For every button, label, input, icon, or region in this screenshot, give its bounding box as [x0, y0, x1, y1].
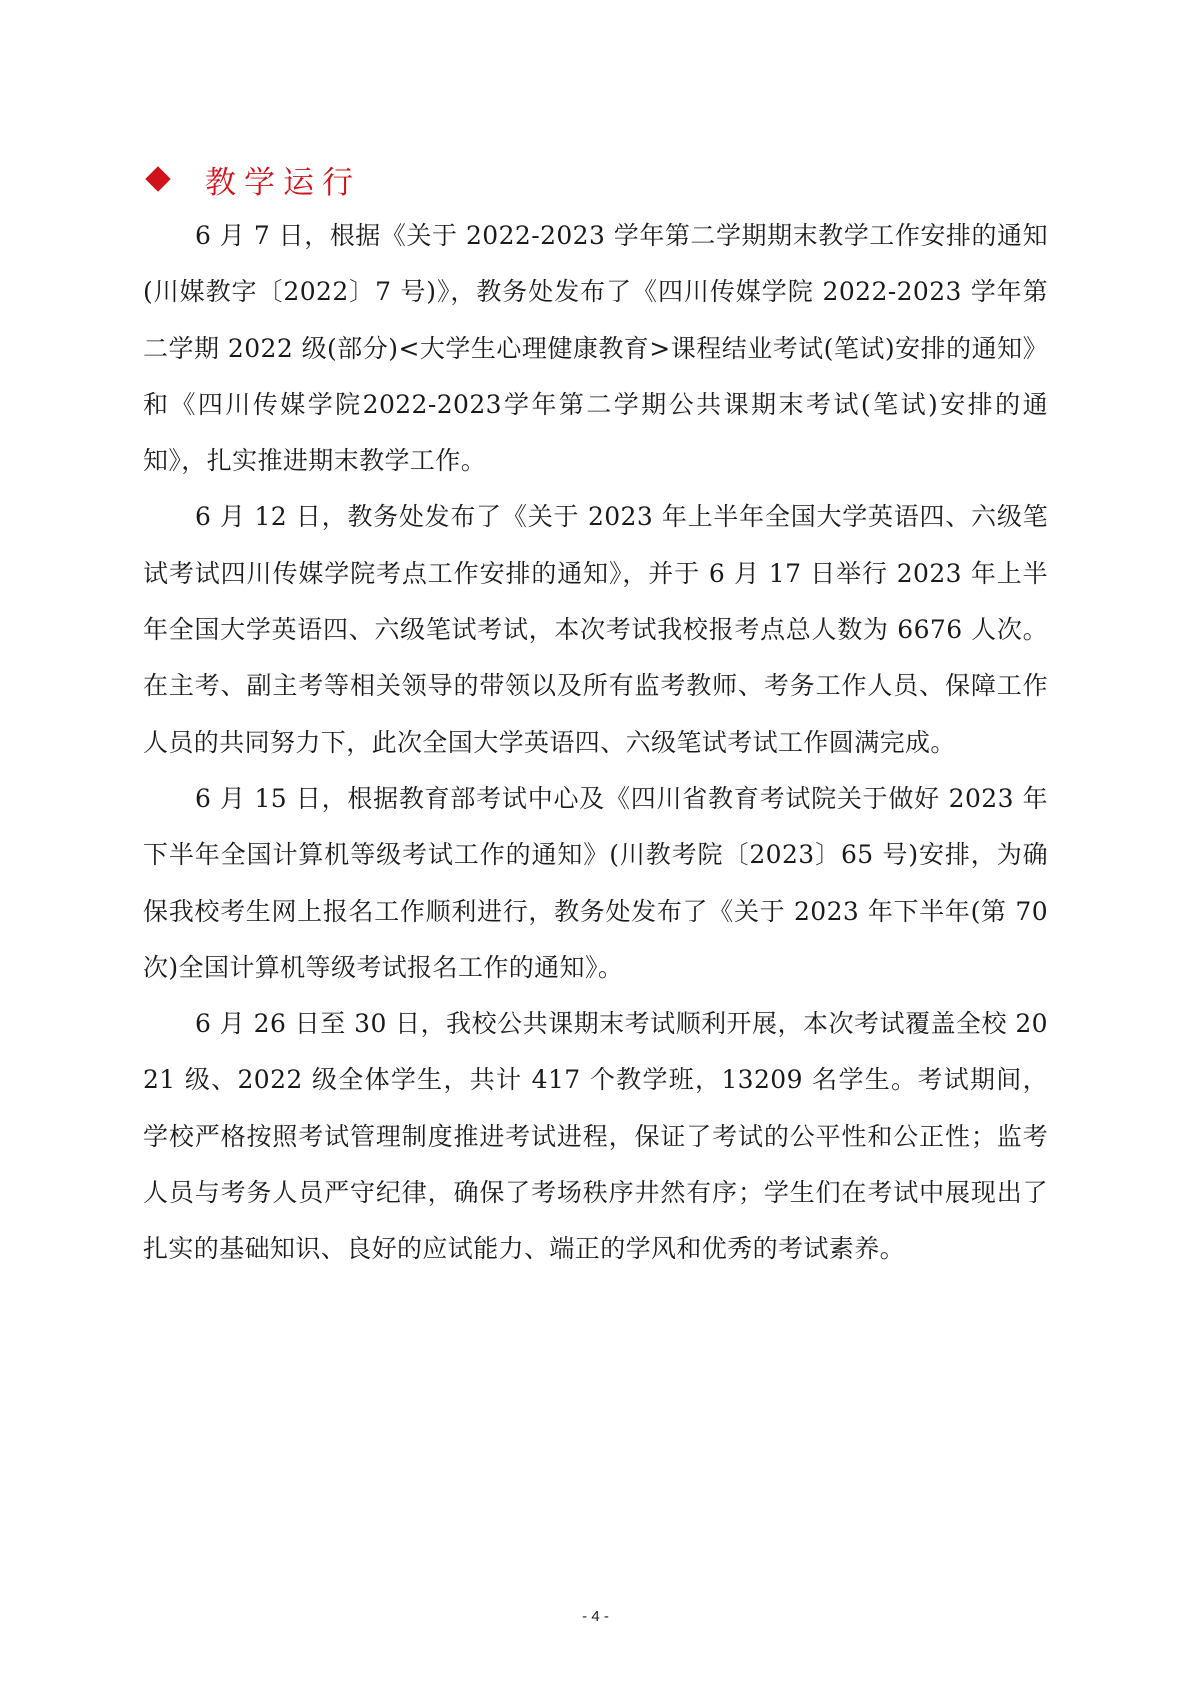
- section-heading: [143, 157, 361, 201]
- paragraph-computer-exam-registration: 6 月 15 日，根据教育部考试中心及《四川省教育考试院关于做好 2023 年下半年全国计算机等级考试工作的通知》(川教考院〔2023〕65 号)安排，为确保我校考生网上报名工作顺利进行，教务处发布了《关于 2023 年下半年(第 70 次)全国计算机等级考试报名工作的通知》。: [143, 783, 1048, 982]
- section-title: 教学运行: [205, 164, 361, 201]
- body-text: [143, 208, 1048, 1278]
- paragraph-public-course-exams: 6 月 26 日至 30 日，我校公共课期末考试顺利开展，本次考试覆盖全校 2021 级、2022 级全体学生，共计 417 个教学班，13209 名学生。考试期间，学校严格按照考试管理制度推进考试进程，保证了考试的公平性和公正性；监考人员与考务人员严守纪律，确保了考场秩序井然有序；学生们在考试中展现出了扎实的基础知识、良好的应试能力、端正的学风和优秀的考试素养。: [143, 1009, 1048, 1264]
- diamond-bullet-icon: [145, 166, 170, 191]
- paragraph-cet-exam: 6 月 12 日，教务处发布了《关于 2023 年上半年全国大学英语四、六级笔试考试四川传媒学院考点工作安排的通知》，并于 6 月 17 日举行 2023 年上半年全国大学英语四、六级笔试考试，本次考试我校报考点总人数为 6676 人次。在主考、副主考等相关领导的带领以及所有监考教师、考务工作人员、保障工作人员的共同努力下，此次全国大学英语四、六级笔试考试工作圆满完成。: [143, 502, 1048, 757]
- page-number: - 4 -: [582, 1608, 609, 1625]
- paragraph-final-exam-notice: 6 月 7 日，根据《关于 2022-2023 学年第二学期期末教学工作安排的通知(川媒教字〔2022〕7 号)》，教务处发布了《四川传媒学院 2022-2023 学年第二学期 2022 级(部分)<大学生心理健康教育>课程结业考试(笔试)安排的通知》和《四川传媒学院2022-2023学年第二学期公共课期末考试(笔试)安排的通知》，扎实推进期末教学工作。: [143, 221, 1048, 476]
